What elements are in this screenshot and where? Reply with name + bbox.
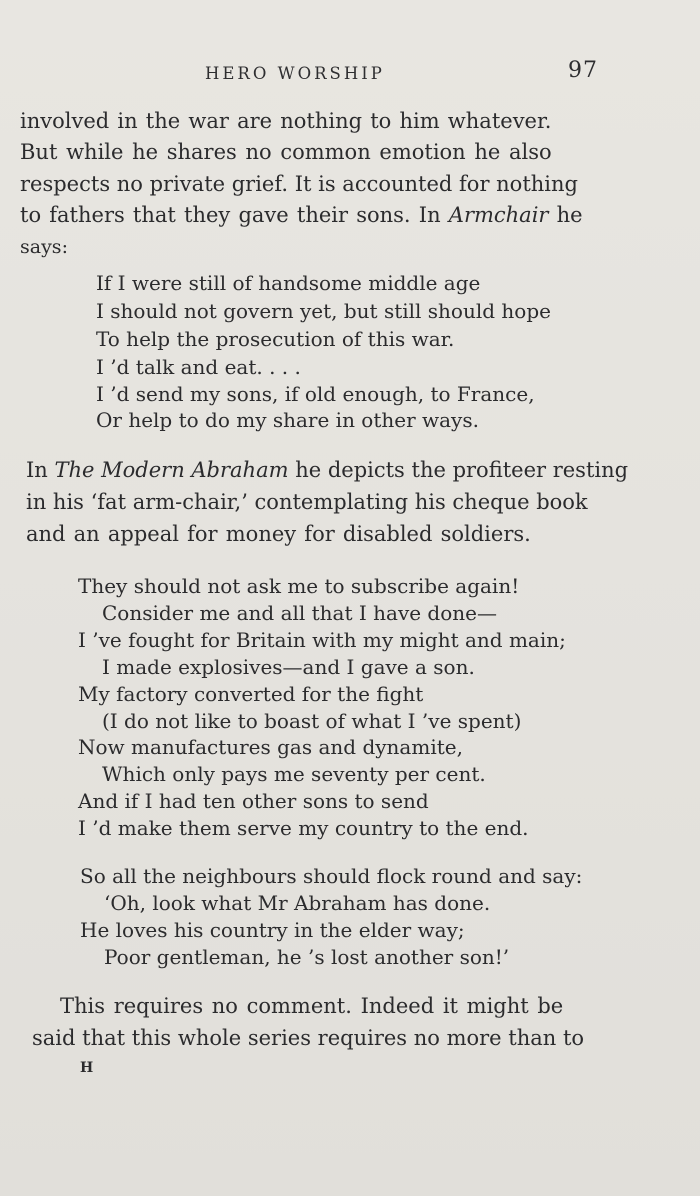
abraham-verse-line: I made explosives—and I gave a son. xyxy=(102,655,475,679)
paragraph-1-line-4-text: to fathers that they gave their sons. In xyxy=(20,203,449,227)
abraham-verse-line: Which only pays me seventy per cent. xyxy=(102,762,486,786)
running-title: HERO WORSHIP xyxy=(205,64,385,83)
signature-mark: H xyxy=(80,1060,94,1076)
abraham-verse-line: Poor gentleman, he ’s lost another son!’ xyxy=(104,945,510,969)
abraham-verse-line: He loves his country in the elder way; xyxy=(80,918,465,942)
armchair-verse-line: I ’d send my sons, if old enough, to France, xyxy=(96,382,535,406)
page-number: 97 xyxy=(568,58,598,83)
abraham-verse-line: Now manufactures gas and dynamite, xyxy=(78,735,463,759)
paragraph-3-line-1: This requires no comment. Indeed it might be xyxy=(60,994,564,1018)
abraham-verse-line: Consider me and all that I have done— xyxy=(102,601,497,625)
paragraph-2-line-1-text: In xyxy=(26,458,55,482)
running-head xyxy=(0,58,700,88)
title-modern-abraham: The Modern Abraham xyxy=(54,458,289,482)
armchair-verse-line: I should not govern yet, but still should hope xyxy=(96,299,551,323)
abraham-verse-line: And if I had ten other sons to send xyxy=(78,789,429,813)
armchair-verse-line: To help the prosecution of this war. xyxy=(96,327,455,351)
abraham-verse-line: (I do not like to boast of what I ’ve spent) xyxy=(102,709,522,733)
abraham-verse-line: I ’d make them serve my country to the end. xyxy=(78,816,529,840)
paragraph-1-line-2: But while he shares no common emotion he also xyxy=(20,140,552,164)
paragraph-2-line-1-end: he depicts the profiteer resting xyxy=(288,458,629,482)
armchair-verse-line: Or help to do my share in other ways. xyxy=(96,408,479,432)
paragraph-1-line-4-end: he xyxy=(548,203,583,227)
paragraph-2-line-1 xyxy=(26,460,628,481)
armchair-verse-line: If I were still of handsome middle age xyxy=(96,271,481,295)
paragraph-2-line-2: in his ‘fat arm-chair,’ contemplating his cheque book xyxy=(26,490,588,514)
paragraph-2-line-3: and an appeal for money for disabled soldiers. xyxy=(26,522,531,546)
abraham-verse-line: They should not ask me to subscribe again! xyxy=(78,574,520,598)
paragraph-1-line-4 xyxy=(20,205,583,226)
abraham-verse-line: My factory converted for the fight xyxy=(78,682,424,706)
paragraph-3-line-2: said that this whole series requires no more than to xyxy=(32,1026,585,1050)
paragraph-1-line-3: respects no private grief. It is accounted for nothing xyxy=(20,172,578,196)
title-armchair: Armchair xyxy=(448,203,549,227)
abraham-verse-line: So all the neighbours should flock round and say: xyxy=(80,864,583,888)
paragraph-1-line-5: says: xyxy=(20,236,68,258)
armchair-verse-line: I ’d talk and eat. . . . xyxy=(96,355,301,379)
abraham-verse-line: I ’ve fought for Britain with my might and main; xyxy=(78,628,566,652)
paragraph-1-line-1: involved in the war are nothing to him whatever. xyxy=(20,109,552,133)
abraham-verse-line: ‘Oh, look what Mr Abraham has done. xyxy=(104,891,491,915)
